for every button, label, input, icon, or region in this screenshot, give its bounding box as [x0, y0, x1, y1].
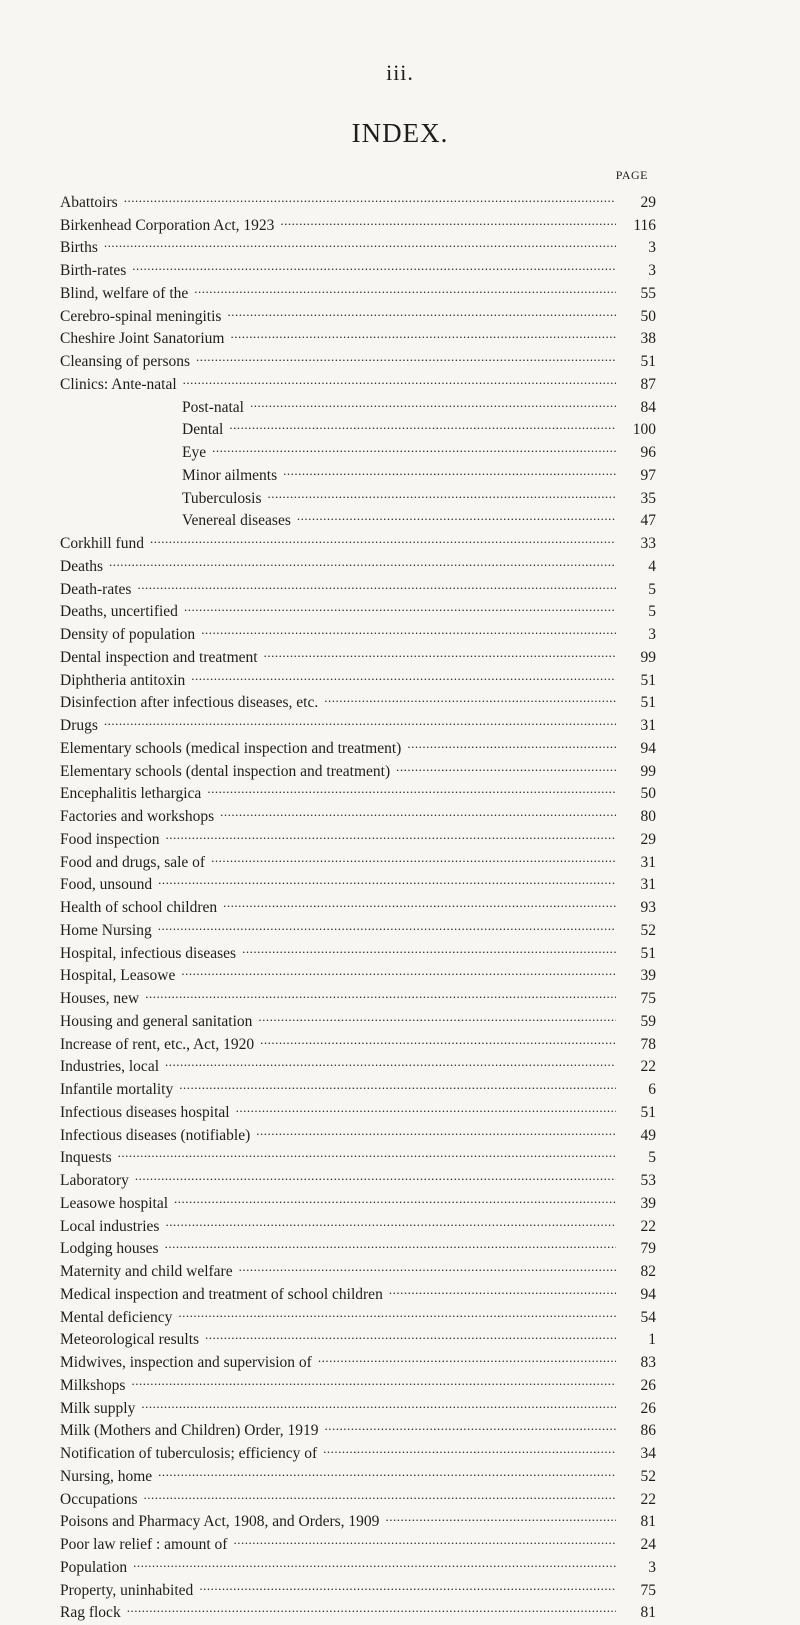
entry-label: Abattoirs — [60, 193, 118, 211]
entry-page-number: 26 — [640, 1376, 656, 1394]
entry-label: Milk supply — [60, 1399, 136, 1417]
entry-label: Infectious diseases (notifiable) — [60, 1126, 251, 1144]
dot-leader — [389, 1276, 616, 1299]
entry-label: Elementary schools (medical inspection and treatment) — [60, 739, 402, 757]
index-entry — [60, 1481, 656, 1508]
entry-page-number: 3 — [648, 262, 656, 279]
entry-page-number: 53 — [640, 1172, 656, 1189]
index-entry — [60, 207, 656, 234]
index-entry — [60, 184, 656, 211]
entry-page-number: 54 — [640, 1308, 656, 1326]
entry-page-number: 24 — [640, 1536, 656, 1553]
dot-leader — [318, 1344, 616, 1367]
dot-leader — [205, 1322, 616, 1345]
dot-leader — [407, 730, 616, 753]
entry-label: Milk (Mothers and Children) Order, 1919 — [60, 1422, 319, 1440]
entry-page-number: 5 — [648, 1149, 656, 1167]
entry-page-number: 35 — [640, 489, 656, 507]
entry-page-number: 6 — [648, 1081, 656, 1098]
entry-page-number: 22 — [640, 1490, 656, 1508]
dot-leader — [150, 525, 616, 548]
entry-label: Poisons and Pharmacy Act, 1908, and Orders, 1909 — [60, 1513, 380, 1531]
entry-label: Deaths — [60, 557, 104, 575]
entry-page-number: 96 — [640, 444, 656, 461]
index-entry — [60, 1162, 656, 1189]
dot-leader — [127, 1595, 616, 1618]
dot-leader — [165, 1049, 616, 1072]
entry-label: Property, uninhabited — [60, 1581, 194, 1599]
entry-label: Food and drugs, sale of — [60, 853, 206, 871]
index-entry — [60, 1140, 656, 1167]
dot-leader — [201, 616, 616, 639]
entry-label: Food, unsound — [60, 876, 153, 894]
dot-leader — [178, 1299, 616, 1322]
entry-label: Notification of tuberculosis; efficiency of — [60, 1445, 318, 1462]
entry-page-number: 83 — [640, 1354, 656, 1371]
dot-leader — [191, 662, 616, 685]
entry-page-number: 55 — [640, 284, 656, 302]
entry-page-number: 39 — [640, 1194, 656, 1212]
entry-label: Cleansing of persons — [60, 353, 191, 370]
entry-page-number: 51 — [640, 944, 656, 962]
index-entry — [60, 730, 656, 757]
entry-label: Eye — [182, 444, 207, 461]
dot-leader — [256, 1117, 616, 1140]
index-entry — [60, 707, 656, 734]
dot-leader — [258, 1003, 616, 1026]
entry-page-number: 75 — [640, 990, 656, 1007]
entry-label: Lodging houses — [60, 1240, 159, 1258]
index-entry — [60, 1549, 656, 1576]
entry-label: Housing and general sanitation — [60, 1012, 253, 1030]
dot-leader — [220, 798, 616, 821]
dot-leader — [141, 1390, 616, 1413]
entry-page-number: 22 — [640, 1058, 656, 1076]
entry-page-number: 87 — [640, 375, 656, 393]
entry-page-number: 100 — [632, 421, 656, 439]
dot-leader — [145, 980, 616, 1003]
dot-leader — [143, 1481, 616, 1504]
entry-page-number: 59 — [640, 1012, 656, 1030]
dot-leader — [133, 1549, 616, 1572]
entry-page-number: 34 — [640, 1445, 656, 1462]
entry-page-number: 52 — [640, 1467, 656, 1485]
index-entry — [60, 571, 656, 598]
index-entry — [60, 594, 656, 621]
entry-page-number: 26 — [640, 1399, 656, 1417]
entry-page-number: 93 — [640, 899, 656, 916]
dot-leader — [229, 412, 616, 435]
entry-label: Mental deficiency — [60, 1308, 173, 1326]
entry-page-number: 75 — [640, 1581, 656, 1599]
entry-page-number: 29 — [640, 193, 656, 211]
entry-page-number: 5 — [648, 603, 656, 621]
entry-label: Food inspection — [60, 830, 160, 848]
dot-leader — [132, 252, 616, 275]
entry-page-number: 51 — [640, 1103, 656, 1121]
dot-leader — [297, 503, 616, 526]
dot-leader — [181, 958, 616, 981]
entry-label: Death-rates — [60, 580, 132, 598]
dot-leader — [104, 707, 616, 730]
entry-page-number: 47 — [640, 512, 656, 530]
dot-leader — [264, 639, 616, 662]
entry-label: Houses, new — [60, 990, 140, 1007]
entry-page-number: 4 — [648, 557, 656, 575]
entry-label: Maternity and child welfare — [60, 1263, 233, 1280]
dot-leader — [324, 685, 616, 708]
dot-leader — [223, 889, 616, 912]
dot-leader — [137, 571, 616, 594]
index-entry — [60, 1390, 656, 1417]
index-entry — [60, 1595, 656, 1622]
entry-label: Cheshire Joint Sanatorium — [60, 330, 225, 348]
entry-label: Birkenhead Corporation Act, 1923 — [60, 216, 275, 234]
entry-page-number: 31 — [640, 876, 656, 894]
dot-leader — [104, 230, 616, 253]
entry-label: Hospital, infectious diseases — [60, 944, 237, 962]
entry-label: Hospital, Leasowe — [60, 967, 176, 985]
entry-label: Meteorological results — [60, 1331, 200, 1349]
dot-leader — [385, 1504, 616, 1527]
entry-page-number: 97 — [640, 466, 656, 484]
index-entry — [60, 1504, 656, 1531]
entry-label: Milkshops — [60, 1376, 126, 1394]
entry-label: Infectious diseases hospital — [60, 1103, 230, 1121]
index-entry — [60, 1185, 656, 1212]
entry-page-number: 3 — [648, 626, 656, 643]
entry-label: Births — [60, 239, 98, 257]
index-entry — [60, 548, 656, 575]
dot-leader — [239, 1253, 616, 1276]
entry-page-number: 99 — [640, 648, 656, 666]
dot-leader — [109, 548, 616, 571]
entry-label: Blind, welfare of the — [60, 284, 189, 302]
index-entry — [60, 252, 656, 279]
entry-label: Clinics: Ante-natal — [60, 375, 177, 393]
entry-label: Local industries — [60, 1217, 160, 1235]
entry-page-number: 82 — [640, 1263, 656, 1280]
entry-label: Population — [60, 1558, 128, 1576]
dot-leader — [135, 1162, 616, 1185]
entry-page-number: 3 — [648, 239, 656, 257]
entry-label: Nursing, home — [60, 1467, 153, 1485]
page-column-header: PAGE — [615, 168, 648, 182]
dot-leader — [165, 1208, 616, 1231]
entry-label: Medical inspection and treatment of school children — [60, 1285, 383, 1303]
dot-leader — [268, 480, 616, 503]
entry-page-number: 1 — [648, 1331, 656, 1349]
entry-label: Drugs — [60, 717, 98, 734]
entry-page-number: 81 — [640, 1604, 656, 1622]
entry-label: Elementary schools (dental inspection and treatment) — [60, 762, 391, 780]
entry-label: Dental — [182, 421, 224, 439]
dot-leader — [165, 821, 616, 844]
entry-page-number: 39 — [640, 967, 656, 985]
index-entry — [60, 275, 656, 302]
dot-leader — [183, 366, 616, 389]
entry-page-number: 51 — [640, 671, 656, 689]
entry-page-number: 3 — [648, 1558, 656, 1576]
entry-label: Factories and workshops — [60, 808, 215, 825]
entry-page-number: 5 — [648, 580, 656, 598]
dot-leader — [158, 912, 616, 935]
entry-page-number: 50 — [640, 307, 656, 325]
entry-page-number: 31 — [640, 717, 656, 734]
entry-label: Deaths, uncertified — [60, 603, 178, 621]
entry-label: Dental inspection and treatment — [60, 648, 258, 666]
entry-page-number: 38 — [640, 330, 656, 348]
entry-page-number: 86 — [640, 1422, 656, 1440]
entry-label: Venereal diseases — [182, 512, 291, 530]
entry-page-number: 81 — [640, 1513, 656, 1531]
entry-page-number: 80 — [640, 808, 656, 825]
index-entry — [60, 1572, 656, 1599]
entry-label: Post-natal — [182, 398, 244, 416]
dot-leader — [131, 1367, 616, 1390]
entry-page-number: 52 — [640, 921, 656, 939]
index-entry — [60, 525, 656, 552]
dot-leader — [196, 343, 616, 366]
dot-leader — [207, 776, 616, 799]
entry-page-number: 94 — [640, 739, 656, 757]
entry-label: Inquests — [60, 1149, 112, 1167]
entry-page-number: 94 — [640, 1285, 656, 1303]
entry-label: Density of population — [60, 626, 196, 643]
entry-label: Leasowe hospital — [60, 1194, 169, 1212]
entry-label: Encephalitis lethargica — [60, 785, 202, 803]
entry-label: Disinfection after infectious diseases, etc. — [60, 694, 319, 712]
entry-label: Industries, local — [60, 1058, 160, 1076]
dot-leader — [227, 298, 616, 321]
index-entry — [60, 1413, 656, 1440]
entry-page-number: 50 — [640, 785, 656, 803]
index-entry — [60, 1367, 656, 1394]
entry-label: Corkhill fund — [60, 535, 144, 552]
entry-label: Home Nursing — [60, 921, 152, 939]
dot-leader — [158, 867, 616, 890]
dot-leader — [211, 844, 616, 867]
entry-label: Laboratory — [60, 1172, 129, 1189]
entry-label: Occupations — [60, 1490, 138, 1508]
entry-page-number: 79 — [640, 1240, 656, 1258]
entry-label: Minor ailments — [182, 466, 278, 484]
entry-label: Midwives, inspection and supervision of — [60, 1354, 312, 1371]
dot-leader — [158, 1458, 616, 1481]
dot-leader — [194, 275, 616, 298]
dot-leader — [199, 1572, 616, 1595]
entry-label: Increase of rent, etc., Act, 1920 — [60, 1035, 255, 1053]
entry-label: Birth-rates — [60, 262, 127, 279]
page-title: INDEX. — [351, 118, 449, 148]
entry-page-number: 116 — [633, 216, 656, 234]
dot-leader — [283, 457, 616, 480]
dot-leader — [230, 321, 616, 344]
dot-leader — [118, 1140, 616, 1163]
entry-label: Tuberculosis — [182, 489, 262, 507]
entry-page-number: 31 — [640, 853, 656, 871]
dot-leader — [212, 434, 616, 457]
entry-page-number: 78 — [640, 1035, 656, 1053]
index-entry — [60, 230, 656, 257]
entry-label: Poor law relief : amount of — [60, 1536, 228, 1553]
dot-leader — [233, 1526, 616, 1549]
dot-leader — [323, 1435, 616, 1458]
entry-label: Cerebro-spinal meningitis — [60, 307, 222, 325]
index-list — [60, 184, 656, 1622]
entry-page-number: 99 — [640, 762, 656, 780]
dot-leader — [260, 1026, 616, 1049]
page-number: iii. — [386, 60, 414, 85]
dot-leader — [165, 1231, 616, 1254]
entry-label: Health of school children — [60, 899, 218, 916]
entry-label: Diphtheria antitoxin — [60, 671, 186, 689]
dot-leader — [396, 753, 616, 776]
entry-page-number: 51 — [640, 353, 656, 370]
entry-page-number: 84 — [640, 398, 656, 416]
dot-leader — [179, 1071, 616, 1094]
entry-label: Infantile mortality — [60, 1081, 174, 1098]
index-entry — [60, 980, 656, 1007]
dot-leader — [236, 1094, 616, 1117]
entry-page-number: 29 — [640, 830, 656, 848]
dot-leader — [325, 1413, 616, 1436]
dot-leader — [250, 389, 616, 412]
dot-leader — [280, 207, 616, 230]
dot-leader — [124, 184, 616, 207]
entry-page-number: 51 — [640, 694, 656, 712]
entry-page-number: 22 — [640, 1217, 656, 1235]
dot-leader — [242, 935, 616, 958]
entry-label: Rag flock — [60, 1604, 121, 1622]
index-entry — [60, 1003, 656, 1030]
entry-page-number: 33 — [640, 535, 656, 552]
entry-page-number: 49 — [640, 1126, 656, 1144]
dot-leader — [184, 594, 616, 617]
dot-leader — [174, 1185, 616, 1208]
